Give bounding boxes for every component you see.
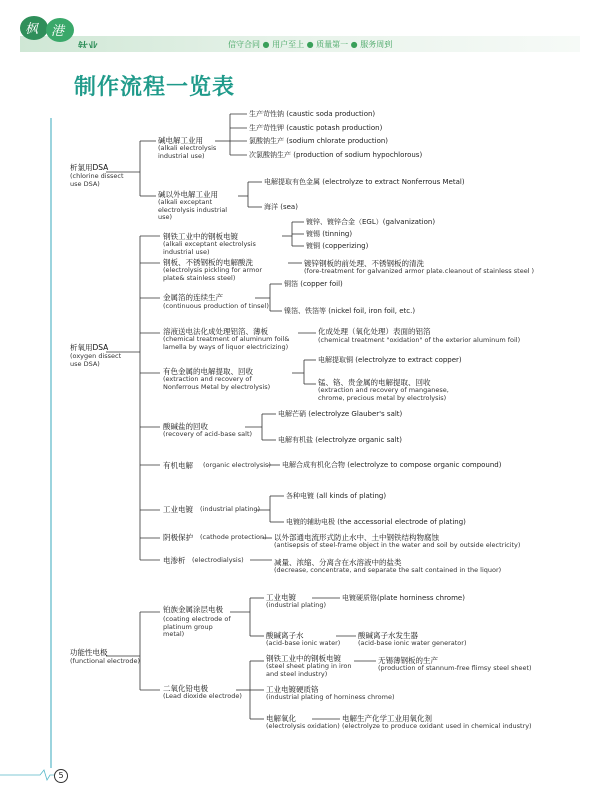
svg-text:钛业: 钛业 <box>78 42 98 48</box>
node-aluminum-treatment-en: (chemical treatment of aluminum foil& lamella by ways of liquor electricizing) <box>163 335 290 351</box>
node-industrial-plating: 工业电镀 <box>163 505 193 514</box>
leaf-sea: 海洋 (sea) <box>264 203 298 211</box>
node-lead-dioxide: 二氧化铅电极 <box>163 684 208 693</box>
node-industrial-plating-en: (industrial plating) <box>200 505 261 513</box>
leaf-pretreatment: 镀锌钢板的前处理、不锈钢板的清洗 <box>304 259 424 268</box>
sub-industrial-plating: 工业电镀 <box>266 593 296 602</box>
leaf-antisepsis: 以外部通电流形式防止水中、土中钢铁结构物腐蚀 <box>274 533 439 542</box>
leaf-salt-separation-en: (decrease, concentrate, and separate the salt contained in the liquor) <box>274 566 502 574</box>
leaf-pretreatment-en: (fore-treatment for galvanized armor plate.cleanout of stainless steel ) <box>304 267 535 275</box>
leaf-oxidant: 电解生产化学工业用氧化剂 <box>342 714 432 723</box>
node-electrodialysis-en: (electrodialysis) <box>192 556 244 564</box>
leaf-salt-separation: 减量、浓缩、分离含在水溶液中的盐类 <box>274 558 402 567</box>
leaf-extract-copper: 电解提取铜 (electrolyze to extract copper) <box>318 356 462 364</box>
node-aluminum-treatment: 溶液送电法化成处理铝箔、薄板 <box>163 327 268 336</box>
leaf-all-plating: 各种电镀 (all kinds of plating) <box>286 492 387 500</box>
leaf-glaubers-salt: 电解芒硝 (electrolyze Glauber's salt) <box>278 410 403 418</box>
sub-steel-sheet-plating: 钢铁工业中的钢板电镀 <box>266 654 341 663</box>
sub-electrolysis-oxidation: 电解氧化 <box>266 714 296 723</box>
node-electrolysis-pickling: 钢板、不锈钢板的电解酸洗 <box>163 258 253 267</box>
node-electrolysis-pickling-en: (electrolysis pickling for armor plate& stainless steel) <box>163 266 262 282</box>
sub-industrial-plating-en: (industrial plating) <box>266 601 327 609</box>
leaf-sodium-hypochlorous: 次氯酸钠生产 (production of sodium hypochlorous) <box>249 151 423 159</box>
leaf-ionic-generator-en: (acid-base ionic water generator) <box>358 639 467 647</box>
node-cathode-protection: 阴极保护 <box>163 533 193 542</box>
leaf-copperizing: 镀铜 (copperizing) <box>306 242 369 250</box>
leaf-manganese-chrome-en: (extraction and recovery of manganese, chrome, precious metal by electrolysis) <box>318 386 449 402</box>
leaf-organic-compound: 电解合成有机化合物 (electrolyze to compose organic compound) <box>282 461 502 469</box>
node-tinsel-production-en: (continuous production of tinsel) <box>163 302 269 310</box>
node-alkali-exceptant-en: (alkali exceptant electrolysis industrial use) <box>158 198 228 221</box>
root-chlorine-dsa-en: (chlorine dissect use DSA) <box>70 172 124 188</box>
leaf-caustic-soda: 生产苛性钠 (caustic soda production) <box>249 110 376 118</box>
root-chlorine-dsa: 析氯用DSA <box>70 163 109 172</box>
leaf-copper-foil: 铜箔 (copper foil) <box>284 280 343 288</box>
leaf-accessorial-electrode: 电镀的辅助电极 (the accessorial electrode of plating) <box>286 518 466 526</box>
sub-horniness-chrome: 工业电镀硬质铬 <box>266 685 319 694</box>
leaf-ionic-generator: 酸碱离子水发生器 <box>358 631 418 640</box>
node-alkali-electrolysis: 碱电解工业用 <box>158 136 203 145</box>
page-number: 5 <box>54 769 68 783</box>
sub-horniness-chrome-en: (industrial plating of horniness chrome) <box>266 693 395 701</box>
sub-ionic-water-en: (acid-base ionic water) <box>266 639 341 647</box>
node-acid-base-salt-en: (recovery of acid-base salt) <box>163 430 253 438</box>
node-acid-base-salt: 酸碱盐的回收 <box>163 422 208 431</box>
header-tagline: 信守合同 ● 用户至上 ● 质量第一 ● 服务周到 <box>228 40 393 49</box>
leaf-horniness-chrome: 电镀硬质铬(plate horniness chrome) <box>342 594 465 602</box>
leaf-sodium-chlorate: 氯酸钠生产 (sodium chlorate production) <box>249 137 389 145</box>
node-steel-plating-en: (alkali exceptant electrolysis industrial use) <box>163 240 256 256</box>
root-functional-electrode-en: (functional electrode) <box>70 657 141 665</box>
node-nonferrous-recovery-en: (extraction and recovery of Nonferrous Metal by electrolysis) <box>163 375 271 391</box>
leaf-galvanization: 镀锌、镀锌合金（EGL）(galvanization) <box>306 218 436 226</box>
leaf-stannum-free-en: (production of stannum-free flimsy steel sheet) <box>378 664 532 672</box>
node-organic-electrolysis: 有机电解 <box>163 461 193 470</box>
node-electrodialysis: 电渗析 <box>163 556 186 565</box>
leaf-stannum-free: 无锡薄钢板的生产 <box>378 656 438 665</box>
leaf-organic-salt: 电解有机盐 (electrolyze organic salt) <box>278 436 402 444</box>
root-oxygen-dsa: 析氧用DSA <box>70 343 109 352</box>
sub-steel-sheet-plating-en: (steel sheet plating in iron and steel industry) <box>266 662 352 678</box>
page-title: 制作流程一览表 <box>74 75 236 100</box>
node-organic-electrolysis-en: (organic electrolysis) <box>203 461 271 469</box>
node-cathode-protection-en: (cathode protection) <box>200 533 267 541</box>
leaf-oxidant-en: (electrolyze to produce oxidant used in chemical industry) <box>342 722 532 730</box>
node-steel-plating: 钢铁工业中的钢板电镀 <box>163 232 238 241</box>
leaf-manganese-chrome: 锰、铬、贵金属的电解提取、回收 <box>318 378 431 387</box>
leaf-nonferrous-extract: 电解提取有色金属 (electrolyze to extract Nonferrous Metal) <box>264 178 465 186</box>
node-platinum-coating-en: (coating electrode of platinum group metal) <box>163 615 231 638</box>
node-nonferrous-recovery: 有色金属的电解提取、回收 <box>163 367 253 376</box>
leaf-nickel-foil: 镍箔、铁箔等 (nickel foil, iron foil, etc.) <box>284 307 416 315</box>
leaf-oxidation-foil: 化成处理（氧化处理）表面的铝箔 <box>318 327 431 336</box>
leaf-antisepsis-en: (antisepsis of steel-frame object in the water and soil by outside electricity) <box>274 541 521 549</box>
root-functional-electrode: 功能性电极 <box>70 648 108 657</box>
leaf-caustic-potash: 生产苛性钾 (caustic potash production) <box>249 124 383 132</box>
sub-electrolysis-oxidation-en: (electrolysis oxidation) <box>266 722 340 730</box>
node-lead-dioxide-en: (Lead dioxide electrode) <box>163 692 242 700</box>
leaf-oxidation-foil-en: (chemical treatment "oxidation" of the exterior aluminum foil) <box>318 336 521 344</box>
leaf-tinning: 镀锡 (tinning) <box>306 230 353 238</box>
node-tinsel-production: 金属箔的连续生产 <box>163 293 223 302</box>
svg-text:枫: 枫 <box>25 22 39 37</box>
svg-text:港: 港 <box>51 24 65 39</box>
node-alkali-electrolysis-en: (alkali electrolysis industrial use) <box>158 144 217 160</box>
node-alkali-exceptant: 碱以外电解工业用 <box>158 190 218 199</box>
sub-ionic-water: 酸碱离子水 <box>266 631 304 640</box>
root-oxygen-dsa-en: (oxygen dissect use DSA) <box>70 352 122 368</box>
node-platinum-coating: 铂族金属涂层电极 <box>163 605 223 614</box>
